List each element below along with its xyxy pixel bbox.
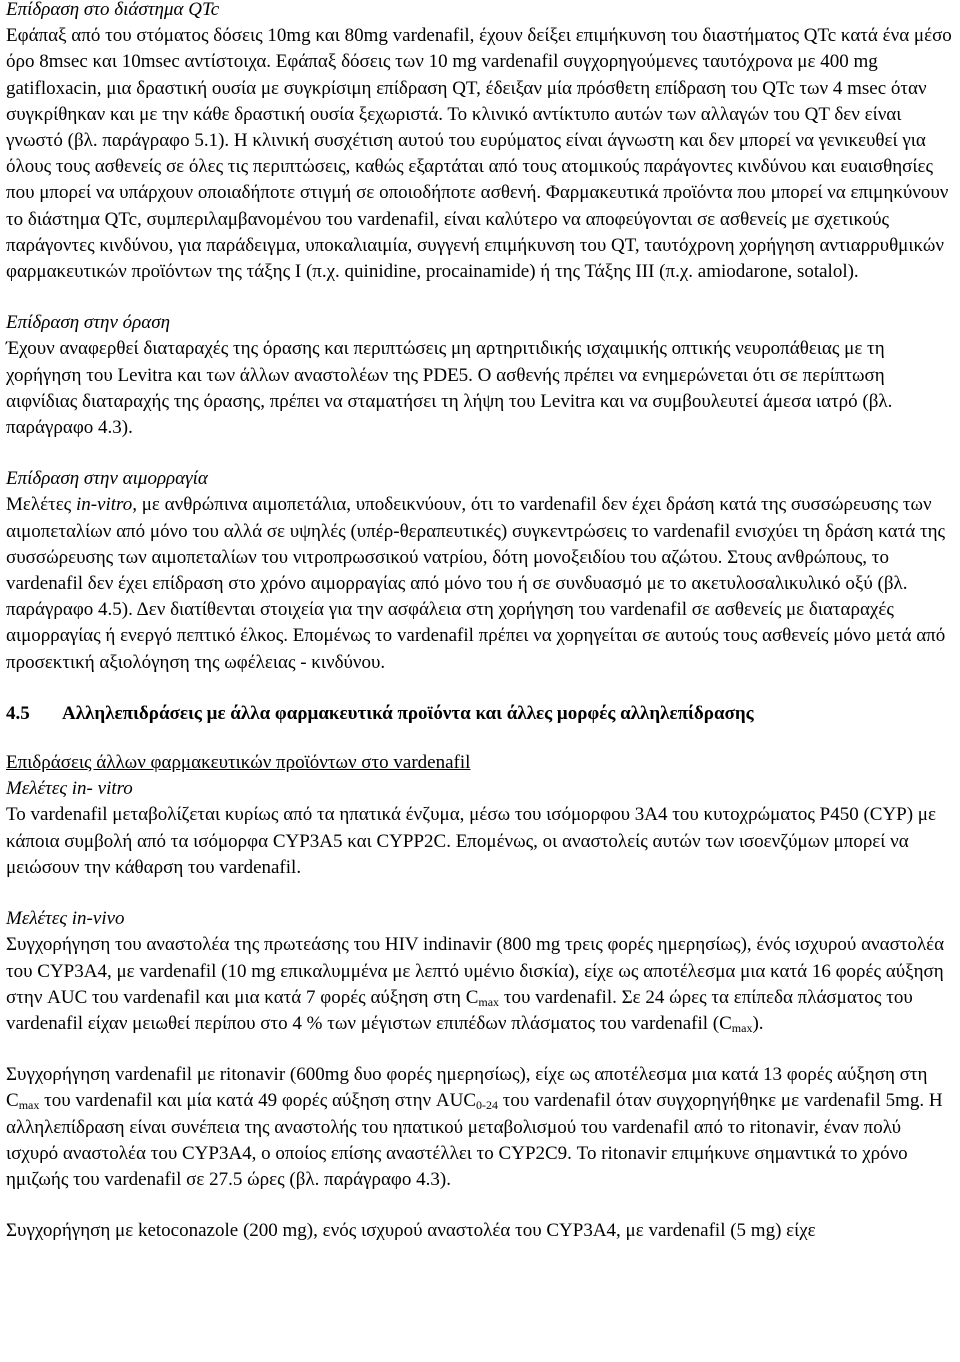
ketoconazole-section [6,1218,956,1244]
cmax-subscript: max [731,1020,753,1035]
bleeding-section [6,466,956,676]
ritonavir-text-2: του vardenafil και μία κατά 49 φορές αύξηση στην AUC [39,1090,477,1112]
qtc-paragraph: Εφάπαξ από του στόματος δόσεις 10mg και 80mg vardenafil, έχουν δείξει επιμήκυνση του διαστήματος QTc κατά ένα μέσο όρο 8msec και 10msec αντίστοιχα. Εφάπαξ δόσεις των 10 mg vardenafil συγχορηγούμενες ταυτόχρονα με 400 mg gatifloxacin, μια δραστική ουσία με συγκρίσιμη επίδραση QT, έδειξαν μία πρόσθετη επίδραση του QTc των 4 msec όταν συγκρίθηκαν και με την κάθε δραστική ουσία ξεχωριστά. Το κλινικό αντίκτυπο αυτών των αλλαγών του QT δεν είναι γνωστό (βλ. παράγραφο 5.1). Η κλινική συσχέτιση αυτού του ευρύματος είναι άγνωστη και δεν μπορεί να γενικευθεί για όλους τους ασθενείς σε όλες τις περιπτώσεις, καθώς εξαρτάται από τους ατομικούς παράγοντες κινδύνου και ευαισθησίες που μπορεί να υπάρχουν οποιαδήποτε στιγμή σε οποιοδήποτε ασθενή. Φαρμακευτικά προϊόντα που μπορεί να επιμηκύνουν το διάστημα QTc, συμπεριλαμβανομένου του vardenafil, είναι καλύτερο να αποφεύγονται σε ασθενείς με σχετικούς παράγοντες κινδύνου, για παράδειγμα, υποκαλιαιμία, συγγενή επιμήκυνση του QT, ταυτόχρονη χορήγηση αντιαρρυθμικών φαρμακευτικών προϊόντων της τάξης I (π.χ. quinidine, procainamide) ή της Τάξης III (π.χ. amiodarone, sotalol). [6,25,952,283]
invitro-heading: Μελέτες in- vitro [6,778,133,800]
qtc-section [6,0,956,285]
indinavir-text-1: Συγχορήγηση του αναστολέα της πρωτεάσης του HIV indinavir (800 mg τρεις φορές ημερησίως), ένός ισχυρού αναστολέα του CYP3A4, με vardenafil (10 mg επικαλυμμένα με λεπτό υμένιο δισκία), είχε ως αποτέλεσμα μια κατά 16 φορές αύξηση στην AUC του vardenafil και μια κατά 7 φορές αύξηση στη C [6,934,945,1008]
bleeding-paragraph [6,492,956,675]
auc-subscript: 0-24 [476,1098,499,1113]
vision-section [6,310,956,441]
section-title: Αλληλεπιδράσεις με άλλα φαρμακευτικά προϊόντα και άλλες μορφές αλληλεπίδρασης [62,702,754,724]
vision-heading: Επίδραση στην όραση [6,312,171,334]
bleeding-lead-italic: in-vitro, [75,494,137,516]
cmax-subscript: max [18,1098,40,1113]
indinavir-paragraph [6,932,956,1037]
vision-paragraph: Έχουν αναφερθεί διαταραχές της όρασης και περιπτώσεις μη αρτηριτιδικής ισχαιμικής οπτικής νευροπάθειας με τη χορήγηση του Levitra και των άλλων αναστολέων της PDE5. Ο ασθενής πρέπει να ενημερώνεται ότι σε περίπτωση αιφνίδιας διαταραχής της όρασης, πρέπει να σταματήσει τη λήψη του Levitra και να συμβουλευτεί άμεσα ιατρό (βλ. παράγραφο 4.3). [6,338,893,439]
invivo-section [6,906,956,1037]
bleeding-heading: Επίδραση στην αιμορραγία [6,468,208,490]
bleeding-lead: Μελέτες [6,494,72,516]
ritonavir-text-1: Συγχορήγηση vardenafil με ritonavir (600mg δυο φορές ημερησίως), είχε ως αποτέλεσμα μια κατά 13 φορές αύξηση στη C [6,1064,928,1112]
section-number: 4.5 [6,702,30,724]
effects-heading: Επιδράσεις άλλων φαρμακευτικών προϊόντων στο vardenafil [6,752,471,774]
invivo-heading: Μελέτες in-vivo [6,908,125,930]
invitro-section [6,750,956,881]
ketoconazole-paragraph: Συγχορήγηση με ketoconazole (200 mg), ενός ισχυρού αναστολέα του CYP3A4, με vardenafil (5 mg) είχε [6,1220,816,1242]
cmax-subscript: max [478,994,500,1009]
indinavir-text-3: ). [752,1012,764,1034]
section-4-5-heading [6,701,956,727]
bleeding-text: με ανθρώπινα αιμοπετάλια, υποδεικνύουν, ότι το vardenafil δεν έχει δράση κατά της συσσώρευσης των αιμοπεταλίων από μόνο του αλλά σε υψηλές (υπέρ-θεραπευτικές) συγκεντρώσεις το vardenafil ενισχύει τη δράση κατά της συσσώρευσης των αιμοπεταλίων του νιτροπρωσσικού νατρίου, δότη μονοξειδίου του αζώτου. Στους ανθρώπους, το vardenafil δεν έχει επίδραση στο χρόνο αιμορραγίας από μόνο του ή σε συνδυασμό με το ακετυλοσαλικυλικό οξύ (βλ. παράγραφο 4.5). Δεν διατίθενται στοιχεία για την ασφάλεια στη χορήγηση του vardenafil σε ασθενείς με διαταραχές αιμορραγίας ή ενεργό πεπτικό έλκος. Επομένως το vardenafil πρέπει να χορηγείται σε αυτούς τους ασθενείς μόνο μετά από προσεκτική αξιολόγηση της ωφέλειας - κινδύνου. [6,494,946,673]
ritonavir-paragraph [6,1062,956,1193]
ritonavir-text-3: του vardenafil όταν συγχορηγήθηκε με vardenafil 5mg. Η αλληλεπίδραση είναι συνέπεια της αναστολής του ηπατικού μεταβολισμού του vardenafil από το ritonavir, έναν πολύ ισχυρό αναστολέα του CYP3A4, ο οποίος επίσης αναστέλλει το CYP2C9. Το ritonavir επιμήκυνε σημαντικά το χρόνο ημιζωής του vardenafil σε 27.5 ώρες (βλ. παράγραφο 4.3). [6,1090,943,1190]
ritonavir-section [6,1062,956,1193]
indinavir-text-2: του vardenafil. Σε 24 ώρες τα επίπεδα πλάσματος του vardenafil είχαν μειωθεί περίπου στο 4 % των μέγιστων επιπέδων πλάσματος του vardenafil (C [6,986,913,1034]
invitro-paragraph: Το vardenafil μεταβολίζεται κυρίως από τα ηπατικά ένζυμα, μέσω του ισόμορφου 3A4 του κυτοχρώματος P450 (CYP) με κάποια συμβολή από τα ισόμορφα CYP3A5 και CYPP2C. Επομένως, οι αναστολείς αυτών των ισοενζύμων μπορεί να μειώσουν την κάθαρση του vardenafil. [6,804,936,878]
document-page [6,0,956,1269]
qtc-heading: Επίδραση στο διάστημα QTc [6,0,220,20]
